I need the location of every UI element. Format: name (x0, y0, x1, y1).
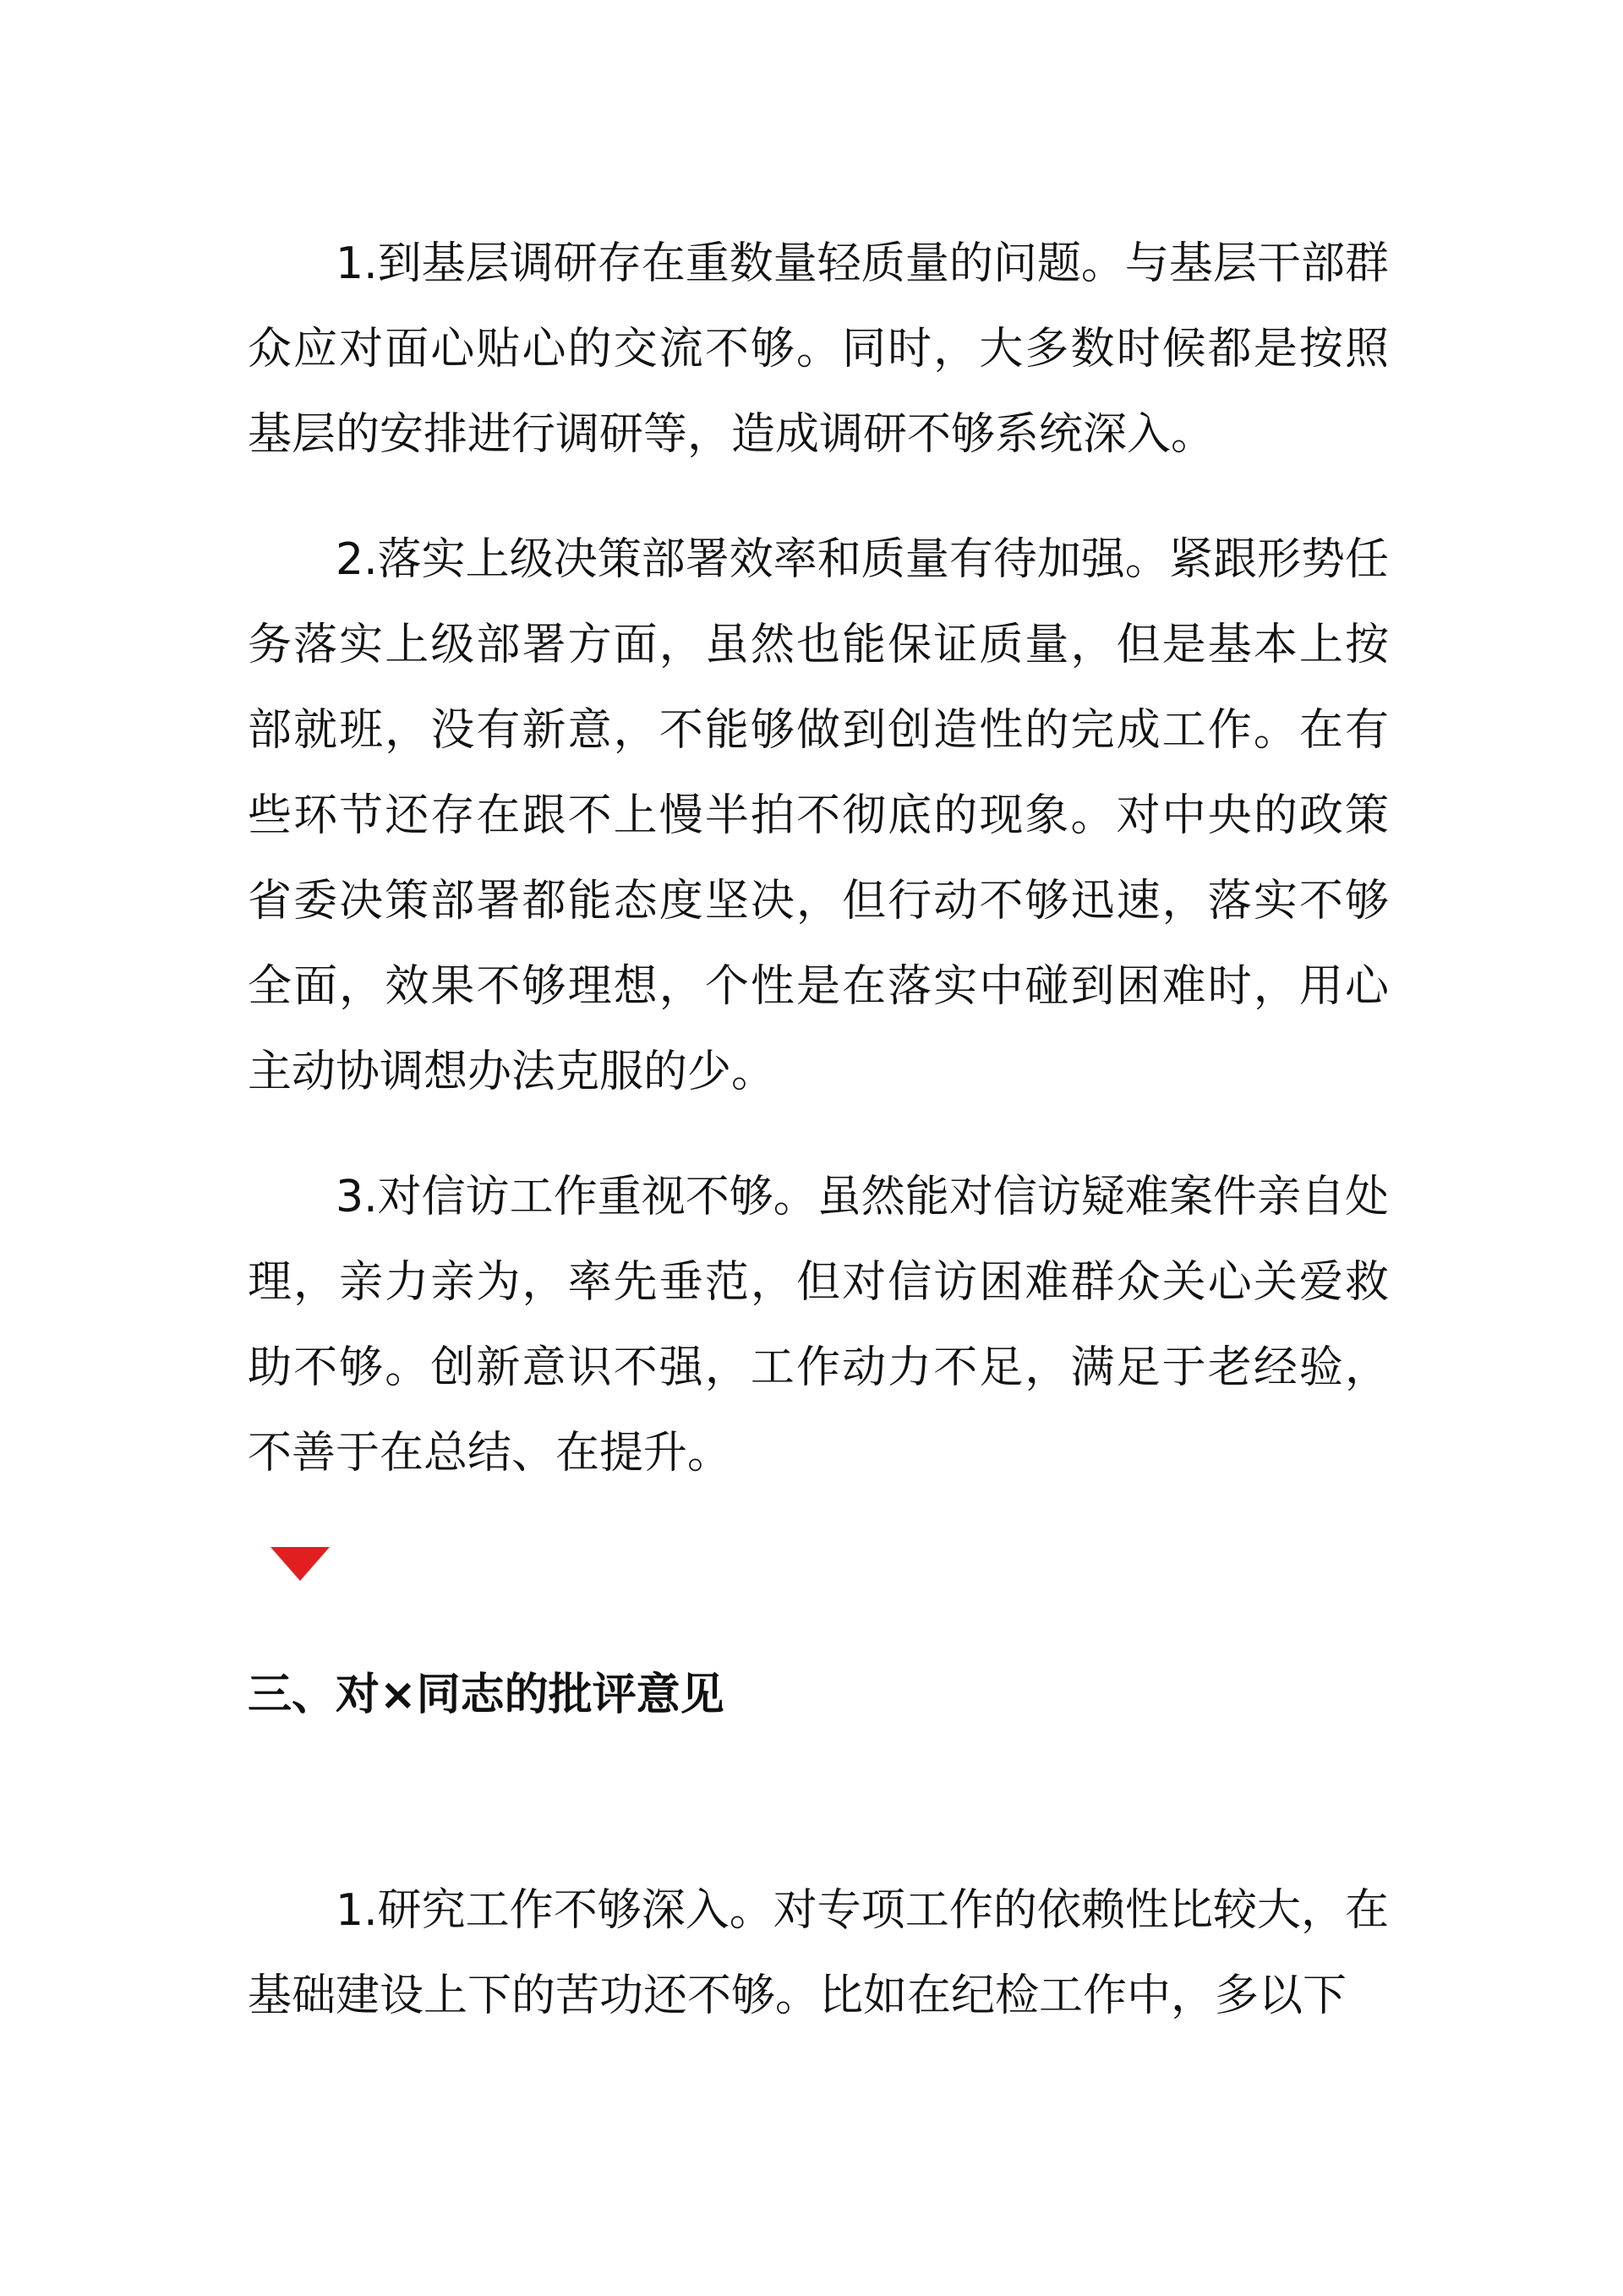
paragraph-3: 3.对信访工作重视不够。虽然能对信访疑难案件亲自处理，亲力亲为，率先垂范，但对信访困难群众关心关爱救助不够。创新意识不强，工作动力不足，满足于老经验，不善于在总结、在提升。 (248, 1172, 1389, 1479)
red-down-triangle-icon (270, 1547, 330, 1581)
paragraph-2: 2.落实上级决策部署效率和质量有待加强。紧跟形势任务落实上级部署方面，虽然也能保证质量，但是基本上按部就班，没有新意，不能够做到创造性的完成工作。在有些环节还存在跟不上慢半拍不彻底的现象。对中央的政策省委决策部署都能态度坚决，但行动不够迅速，落实不够全面，效果不够理想，个性是在落实中碰到困难时，用心主动协调想办法克服的少。 (248, 534, 1389, 1097)
document-body (248, 221, 1389, 1496)
paragraph-1: 1.到基层调研存在重数量轻质量的问题。与基层干部群众应对面心贴心的交流不够。同时，大多数时候都是按照基层的安排进行调研等，造成调研不够系统深入。 (248, 238, 1389, 460)
section-heading: 三、对×同志的批评意见 (248, 1670, 724, 1720)
section-paragraph-1: 1.研究工作不够深入。对专项工作的依赖性比较大，在基础建设上下的苦功还不够。比如在纪检工作中，多以下 (248, 1885, 1389, 2021)
section-body (248, 1868, 1389, 2039)
